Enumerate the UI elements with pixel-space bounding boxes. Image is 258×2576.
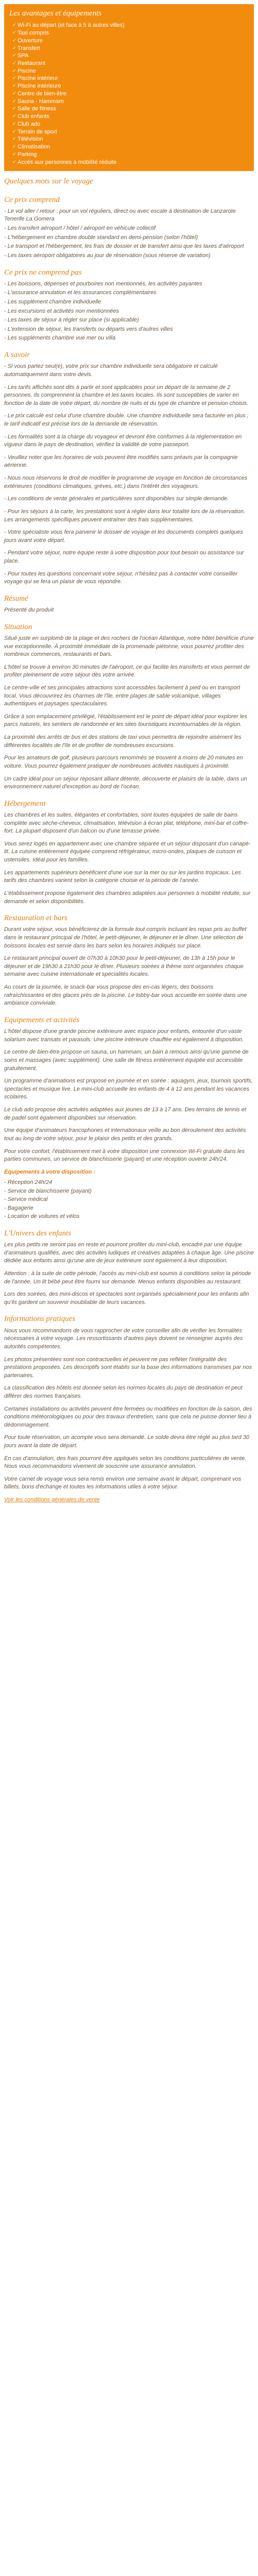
pieces-list [4, 1178, 254, 1221]
restauration-paragraph: Durant votre séjour, vous bénéficierez de la formule tout compris incluant les repas pris au buffet dans le restaurant principal de l'hôtel, le petit-déjeuner, le déjeuner et le dîner. Une sélection de boissons locales est servie dans les bars selon les horaires indiqués sur place. [4, 926, 247, 949]
hebergement-paragraphs [4, 811, 254, 906]
advantage-item: ✓ Wi-Fi au départ (et face à 5 à autres villes) [12, 22, 249, 29]
advantage-item: ✓ Piscine intérieur [12, 75, 249, 82]
equipements-paragraph: Un programme d'animations est proposé en journée et en soirée : aquagym, jeux, tournois sportifs, spectacles et musique live. Le mini-club accueille les enfants de 4 à 12 ans pendant les vacances scolaires. [4, 1078, 253, 1100]
restauration-title: Restauration et bars [4, 914, 68, 923]
equipements-paragraph: Une équipe d'animateurs francophones et internationaux veille au bon déroulement des activités tout au long de votre séjour, pour le plaisir des petits et des grands. [4, 1127, 246, 1142]
restauration-paragraph: Au cours de la journée, le snack-bar vous propose des en-cas légers, des boissons rafraîchissantes et des glaces près de la piscine. Le lobby-bar vous accueille en soirée dans une ambiance conviviale. [4, 984, 247, 1007]
equipements-title: Equipements et activités [4, 1015, 79, 1024]
description-paragraph: - Le vol aller / retour : pour un vol réguliers, direct ou avec escale à destination de Lanzarote Tenerife La Gomera [4, 208, 236, 223]
pieces-item: - Service médical [4, 1196, 48, 1203]
situation-paragraph: Le centre-ville et ses principales attractions sont accessibles facilement à pied ou en transport local. Vous découvrirez les charmes de l'île, entre plages de sable volcanique, villages authentiques et paysages spectaculaires. [4, 685, 240, 707]
avoir-paragraph: - Pour les séjours à la carte, les prestations sont à régler dans leur totalité lors de la réservation. Les arrangements spécifiques peuvent entraîner des frais supplémentaires. [4, 508, 246, 523]
advantage-item: ✓ Salle de fitness [12, 105, 249, 113]
infos-paragraph: Certaines installations ou activités peuvent être fermées ou modifiées en fonction de la saison, des conditions météorologiques ou pour des travaux d'entretien, sans que cela ne puisse donner lieu à dédommagement. [4, 1405, 252, 1428]
avoir-paragraph: - Le prix calculé est celui d'une chambre double. Une chambre individuelle sera facturée en plus ; le tarif indicatif est précisé lors de la demande de réservation. [4, 413, 249, 428]
description-section-heading: Ce prix ne comprend pas [4, 268, 82, 277]
infos-title: Informations pratiques [4, 1315, 75, 1324]
hebergement-paragraph: L'établissement propose également des chambres adaptées aux personnes à mobilité réduite, sur demande et selon disponibilités. [4, 890, 251, 905]
equipements-paragraph: Pour votre confort, l'établissement met à votre disposition une connexion Wi-Fi gratuite dans les parties communes, un service de blanchisserie (payant) et une réception ouverte 24h/24. [4, 1148, 245, 1163]
situation-paragraph: Situé juste en surplomb de la plage et des rochers de l'océan Atlantique, notre hôtel bénéficie d'une vue exceptionnelle. À proximité immédiate de la promenade piétonne, vous pourrez profiter des nombreux commerces, restaurants et bars. [4, 635, 254, 658]
situation-paragraphs [4, 635, 254, 791]
avoir-title: A savoir [4, 351, 30, 360]
infos-paragraph: Les photos présentées sont non contractuelles et peuvent ne pas refléter l'intégralité des prestations proposées. Les descriptifs sont établis sur la base des informations transmises par nos partenaires. [4, 1356, 252, 1379]
avoir-paragraph: - Pendant votre séjour, notre équipe reste à votre disposition pour tout besoin ou assistance sur place. [4, 550, 244, 564]
situation-paragraph: Pour les amateurs de golf, plusieurs parcours renommés se trouvent à moins de 20 minutes en voiture. Vous pourrez également pratiquer de nombreuses activités nautiques à proximité. [4, 755, 243, 769]
univers-paragraph: Lors des soirées, des mini-discos et spectacles sont organisés spécialement pour les enfants afin qu'ils gardent un souvenir inoubliable de leurs vacances. [4, 1291, 249, 1306]
restauration-paragraph: Le restaurant principal ouvert de 07h30 à 10h30 pour le petit-déjeuner, de 13h à 15h pour le déjeuner et de 19h30 à 21h30 pour le dîner. Plusieurs soirées à thème sont organisées chaque semaine avec cuisine internationale et spécialités locales. [4, 955, 244, 978]
resume-subtitle: Présenté du produit [4, 607, 54, 614]
description-paragraph: - Les boissons, dépenses et pourboires non mentionnés, les activités payantes [4, 280, 203, 287]
equipements-paragraphs [4, 1028, 254, 1164]
avoir-paragraph: - Les conditions de vente générales et particulières sont disponibles sur simple demande. [4, 496, 229, 502]
advantage-item: ✓ Climatisation [12, 143, 249, 151]
advantage-item: ✓ Ouverture [12, 37, 249, 45]
hebergement-paragraph: Les chambres et les suites, élégantes et confortables, sont toutes équipées de salle de bains complète avec sèche-cheveux, climatisation, télévision à écran plat, téléphone, mini-bar et coffre-fort. La plupart disposent d'un balcon ou d'une terrasse privée. [4, 812, 249, 835]
description-paragraph: - L'hébergement en chambre double standard en demi-pension (selon l'hôtel) [4, 234, 198, 241]
advantage-item: ✓ Télévision [12, 135, 249, 143]
situation-paragraph: La proximité des arrêts de bus et des stations de taxi vous permettra de rejoindre aisément les différentes localités de l'île et de profiter de nombreuses excursions. [4, 734, 241, 749]
avoir-paragraph: - Si vous partez seul(e), votre prix sur chambre individuelle sera obligatoire et calculé automatiquement dans votre devis. [4, 363, 218, 378]
advantages-banner [4, 4, 254, 171]
situation-paragraph: Grâce à son emplacement privilégié, l'établissement est le point de départ idéal pour explorer les parcs naturels, les sentiers de randonnée et les sites touristiques incontournables de la région. [4, 713, 248, 728]
hebergement-paragraph: Les appartements supérieurs bénéficient d'une vue sur la mer ou sur les jardins tropicaux. Les tarifs des chambres varient selon la catégorie choisie et la période de l'année. [4, 869, 241, 884]
avoir-paragraph: - Votre spécialiste vous fera parvenir le dossier de voyage et les documents complets quelques jours avant votre départ. [4, 529, 244, 544]
avoir-paragraph: - Veuillez noter que les horaires de vols peuvent être modifiés sans préavis par la compagnie aérienne. [4, 454, 238, 469]
description-paragraph: - Les supplément chambre individuelle [4, 299, 101, 306]
avoir-paragraph: - Les formalités sont à la charge du voyageur et devront être conformes à la réglementation en vigueur dans le pays de destination, vérifiez la validité de votre passeport. [4, 433, 242, 448]
description-paragraph: - Les excursions et activités non mentionnées [4, 308, 119, 314]
description-paragraph: - Les taxes de séjour à régler sur place (si applicable) [4, 317, 139, 324]
hebergement-title: Hébergement [4, 799, 46, 808]
resume-title: Résumé [4, 594, 28, 603]
advantage-item: ✓ Centre de bien-être [12, 90, 249, 98]
pieces-item: - Bagagerie [4, 1205, 34, 1211]
pieces-item: - Service de blanchisserie (payant) [4, 1188, 92, 1194]
advantage-item: ✓ Club ado [12, 121, 249, 128]
univers-paragraph: Attention : à la suite de cette période, l'accès au mini-club est soumis à conditions selon la période de l'année. Un lit bébé peut être fourni sur demande. Menus enfants disponibles au restaurant. [4, 1270, 251, 1285]
situation-paragraph: Un cadre idéal pour un séjour reposant alliant détente, découverte et plaisirs de la table, dans un environnement naturel d'exception au bord de l'océan. [4, 775, 247, 790]
avoir-paragraph: - Pour toutes les questions concernant votre séjour, n'hésitez pas à contacter votre conseiller voyage qui se fera un plaisir de vous répondre. [4, 570, 238, 585]
description-paragraph: - Les transfert aéroport / hôtel / aéroport en véhicule collectif [4, 225, 156, 232]
advantage-item: ✓ Parking [12, 151, 249, 159]
description-section-heading: Ce prix comprend [4, 195, 60, 204]
advantage-item: ✓ Transfert [12, 45, 249, 53]
advantages-title: Les avantages et équipements [9, 9, 102, 18]
situation-title: Situation [4, 622, 33, 631]
advantage-item: ✓ Piscine [12, 67, 249, 75]
description-paragraph: - L'assurance annulation et les assurances complémentaires [4, 290, 156, 296]
cgv-link[interactable]: Voir les conditions générales de vente [4, 1497, 100, 1503]
description-title: Quelques mots sur le voyage [4, 177, 93, 186]
advantage-item: ✓ Club enfants [12, 113, 249, 121]
infos-paragraph: Votre carnet de voyage vous sera remis environ une semaine avant le départ, comprenant vos billets, bons d'échange et toutes les informations utiles à votre séjour. [4, 1476, 241, 1490]
equipements-paragraph: Le club ado propose des activités adaptées aux jeunes de 13 à 17 ans. Des terrains de tennis et de padel sont également disponibles sur réservation. [4, 1107, 247, 1121]
equipements-paragraph: Le centre de bien-être propose un sauna, un hammam, un bain à remous ainsi qu'une gamme de soins et massages (avec supplément). Une salle de fitness entièrement équipée est accessible gratuitement. [4, 1049, 249, 1072]
description-paragraph: - Les taxes aéroport obligatoires au jour de réservation (sous réserve de variation) [4, 252, 211, 259]
avoir-paragraph: - Nous nous réservons le droit de modifier le programme de voyage en fonction de circonstances extérieures (conditions climatiques, grèves, etc.) dans l'intérêt des voyageurs. [4, 475, 248, 489]
advantage-item: ✓ Piscine intérieure [12, 82, 249, 90]
advantages-list [9, 22, 249, 166]
avoir-paragraphs [4, 363, 254, 586]
advantage-item: ✓ Taxi compris [12, 29, 249, 37]
pieces-item: - Réception 24h/24 [4, 1179, 52, 1186]
pieces-title: Équipements à votre disposition : [4, 1168, 95, 1175]
restauration-paragraphs [4, 926, 254, 1007]
univers-paragraph: Les plus petits ne seront pas en reste et pourront profiter du mini-club, encadré par une équipe d'animateurs qualifiés, avec des activités ludiques et créatives adaptées à chaque âge. Une piscine dédiée aux enfants ainsi qu'une aire de jeux extérieure sont également à leur disposition. [4, 1242, 254, 1264]
description-sections [4, 195, 254, 343]
infos-paragraph: Nous vous recommandons de vous rapprocher de votre conseiller afin de vérifier les formalités nécessaires à votre voyage. Les ressortissants d'autres pays doivent se renseigner auprès des autorités compétentes. [4, 1327, 243, 1350]
avoir-paragraph: - Les tarifs affichés sont dits à partir et sont applicables pour un départ de la semaine de 2 personnes. Ils comprennent la chambre et les taxes locales. Ils sont susceptibles de varier en fonction de la date de votre départ, du nombre de nuits et du type de chambre et pension choisis. [4, 384, 249, 406]
description-paragraph: - Le transport et l'hébergement, les frais de dossier et de transfert ainsi que les taxes d'aéroport [4, 243, 244, 250]
pieces-item: - Location de voitures et vélos [4, 1213, 80, 1220]
univers-title: L'Univers des enfants [4, 1229, 71, 1238]
infos-paragraph: La classification des hôtels est donnée selon les normes locales du pays de destination et peut différer des normes françaises. [4, 1385, 243, 1399]
description-paragraph: - L'extension de séjour, les transferts ou départs vers d'autres villes [4, 326, 173, 332]
situation-paragraph: L'hôtel se trouve à environ 30 minutes de l'aéroport, ce qui facilite les transferts et vous permet de profiter pleinement de votre séjour dès votre arrivée. [4, 664, 250, 679]
advantage-item: ✓ Sauna - Hammam [12, 98, 249, 106]
univers-paragraphs [4, 1241, 254, 1307]
description-paragraph: - Les suppléments chambre vue mer ou villa [4, 335, 116, 342]
infos-paragraphs [4, 1327, 254, 1492]
advantage-item: ✓ Accès aux personnes à mobilité réduite [12, 159, 249, 166]
advantage-item: ✓ SPA [12, 52, 249, 60]
advantage-item: ✓ Terrain de sport [12, 128, 249, 136]
advantage-item: ✓ Restaurant [12, 60, 249, 67]
hebergement-paragraph: Vous serez logés en appartement avec une chambre séparée et un séjour disposant d'un canapé-lit. La cuisine entièrement équipée comprend réfrigérateur, micro-ondes, plaques de cuisson et ustensiles. Idéal pour les familles. [4, 840, 251, 863]
infos-paragraph: Pour toute réservation, un acompte vous sera demandé. Le solde devra être réglé au plus tard 30 jours avant la date de départ. [4, 1434, 250, 1449]
infos-paragraph: En cas d'annulation, des frais pourront être appliqués selon les conditions particulières de vente. Nous vous recommandons vivement de souscrire une assurance annulation. [4, 1455, 247, 1470]
equipements-paragraph: L'hôtel dispose d'une grande piscine extérieure avec espace pour enfants, entourée d'un vaste solarium avec transats et parasols. Une piscine intérieure chauffée est également à disposition. [4, 1028, 244, 1043]
